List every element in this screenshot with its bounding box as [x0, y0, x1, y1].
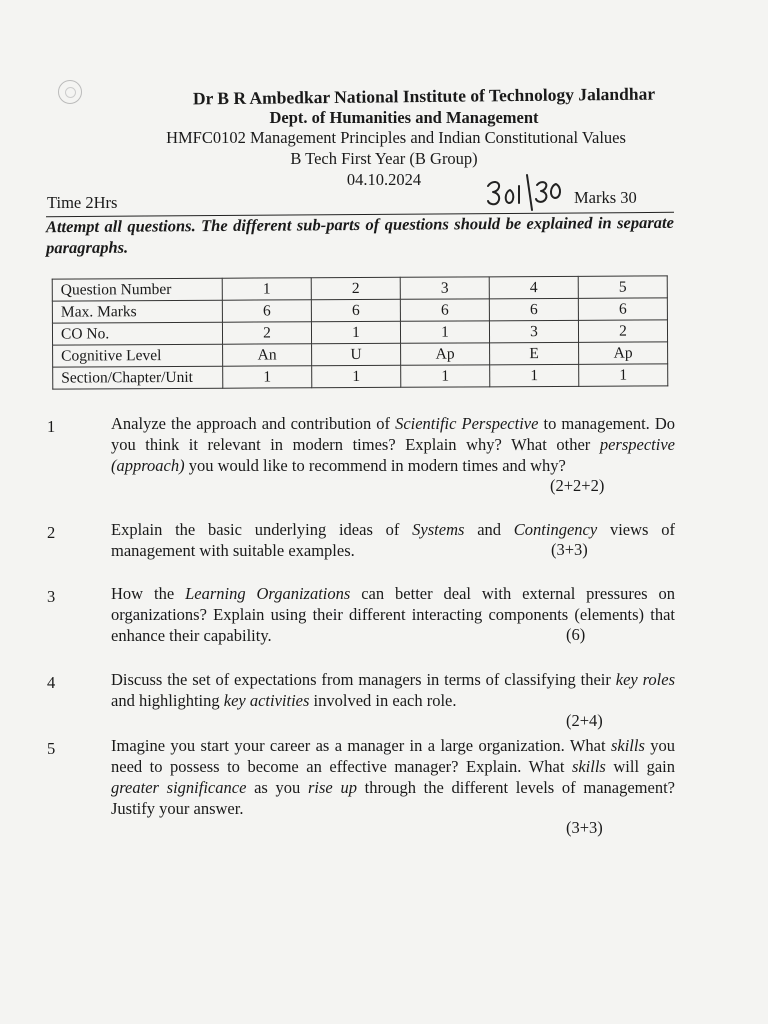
question-marks: (2+2+2)	[550, 476, 605, 495]
question-number: 5	[47, 739, 56, 758]
question-fragment: How the	[111, 584, 186, 603]
table-row-label: Section/Chapter/Unit	[53, 366, 223, 389]
table-row-label: Cognitive Level	[53, 344, 223, 367]
table-cell: 1	[222, 278, 311, 300]
instructions: Attempt all questions. The different sub-parts of questions should be explained in separate paragraphs.	[45, 212, 674, 258]
table-cell: U	[312, 343, 401, 365]
question-emphasis: Systems	[412, 520, 465, 539]
table-cell: E	[490, 342, 579, 364]
table-cell: 6	[578, 298, 667, 320]
handwritten-score	[484, 172, 574, 212]
question-number: 4	[47, 673, 56, 692]
question-fragment: Discuss the set of expectations from managers in terms of classifying their	[111, 670, 616, 689]
question-fragment: Explain the basic underlying ideas of	[111, 520, 413, 539]
table-cell: 3	[489, 320, 578, 342]
question-fragment: Imagine you start your career as a manager in a large organization. What	[111, 736, 611, 755]
question-marks: (2+4)	[566, 711, 603, 730]
table-row-label: CO No.	[52, 322, 222, 345]
table-row	[53, 342, 668, 367]
table-cell: Ap	[401, 343, 490, 365]
time-allowed: Time 2Hrs	[47, 193, 118, 212]
table-cell: 6	[311, 299, 400, 321]
question-mapping-table	[52, 275, 669, 389]
table-cell: 4	[489, 276, 578, 298]
table-row-label: Question Number	[52, 278, 222, 301]
table-cell: 1	[223, 366, 312, 388]
table-cell: 6	[400, 299, 489, 321]
table-cell: An	[223, 344, 312, 366]
institute-name: Dr B R Ambedkar National Institute of Technology Jalandhar	[192, 83, 656, 109]
question-fragment: views of management with suitable examples.	[111, 520, 675, 560]
question-emphasis: skills	[571, 757, 606, 776]
question-emphasis: greater significance	[111, 778, 247, 797]
question-fragment: as you	[246, 778, 308, 797]
total-marks: Marks 30	[574, 188, 637, 207]
table-cell: 5	[578, 276, 667, 298]
question-fragment: Analyze the approach and contribution of	[111, 414, 396, 433]
question-number: 2	[47, 523, 56, 542]
question-text	[111, 413, 675, 476]
exam-date: 04.10.2024	[346, 170, 422, 189]
table-row	[52, 276, 667, 301]
question-emphasis: rise up	[308, 778, 357, 797]
question-text	[111, 735, 675, 819]
table-cell: 1	[579, 364, 668, 386]
table-cell: 1	[401, 365, 490, 387]
table-cell: 1	[490, 364, 579, 386]
question-fragment: you need to possess to become an effective manager? Explain. What	[111, 736, 675, 776]
table-cell: 2	[578, 320, 667, 342]
question-fragment: you would like to recommend in modern times and why?	[184, 456, 566, 475]
department-name: Dept. of Humanities and Management	[269, 108, 539, 127]
table-cell: 2	[222, 322, 311, 344]
question-emphasis: Learning Organizations	[185, 584, 351, 603]
question-fragment: involved in each role.	[309, 691, 457, 710]
question-marks: (3+3)	[551, 540, 588, 559]
question-fragment: through the different levels of management? Justify your answer.	[111, 778, 675, 818]
question-fragment: will gain	[605, 757, 676, 776]
question-fragment: to management. Do you think it relevant in modern times? Explain why? What other	[111, 414, 675, 454]
table-row	[52, 320, 667, 345]
year-group: B Tech First Year (B Group)	[290, 149, 478, 168]
question-text	[111, 519, 675, 561]
table-row	[53, 364, 668, 389]
question-fragment: and highlighting	[111, 691, 224, 710]
table-cell: 3	[400, 277, 489, 299]
question-marks: (6)	[566, 625, 586, 644]
question-emphasis: Contingency	[513, 520, 598, 539]
table-cell: 1	[400, 321, 489, 343]
table-cell: 6	[222, 300, 311, 322]
table-cell: 6	[489, 298, 578, 320]
question-text	[111, 583, 675, 646]
question-number: 3	[47, 587, 56, 606]
question-emphasis: skills	[610, 736, 645, 755]
table-row-label: Max. Marks	[52, 300, 222, 323]
table-cell: 1	[312, 365, 401, 387]
table-cell: 1	[311, 321, 400, 343]
question-emphasis: key roles	[615, 670, 675, 689]
question-marks: (3+3)	[566, 818, 603, 837]
question-emphasis: Scientific Perspective	[395, 414, 539, 433]
question-fragment: and	[464, 520, 514, 539]
question-emphasis: perspective (approach)	[111, 435, 675, 475]
question-text	[111, 669, 675, 711]
question-number: 1	[47, 417, 56, 436]
question-emphasis: key activities	[223, 691, 310, 710]
table-cell: Ap	[579, 342, 668, 364]
table-row	[52, 298, 667, 323]
course-title: HMFC0102 Management Principles and Indian Constitutional Values	[166, 128, 626, 147]
question-fragment: can better deal with external pressures on organizations? Explain using their different interacting components (elements) that enhance their capability.	[111, 584, 675, 645]
table-cell: 2	[311, 277, 400, 299]
